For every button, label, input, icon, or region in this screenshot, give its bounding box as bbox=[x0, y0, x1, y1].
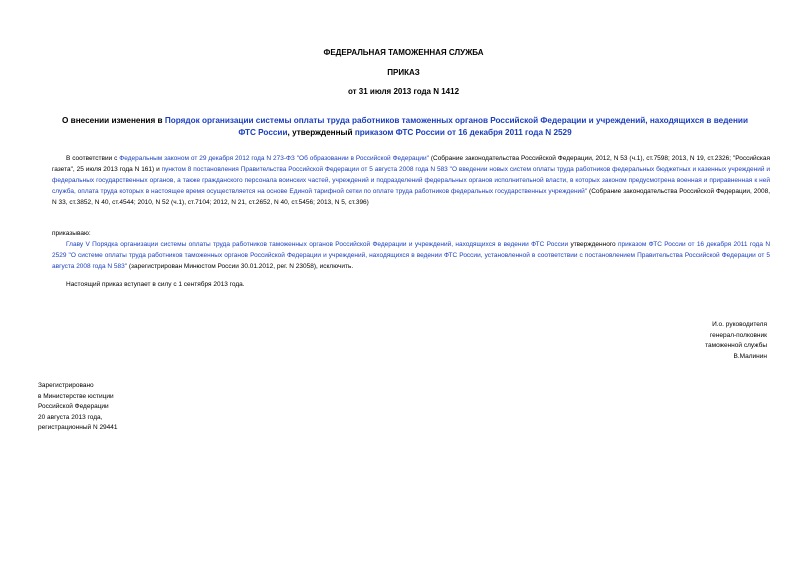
registration-line: регистрационный N 29441 bbox=[38, 424, 118, 431]
agency-name: ФЕДЕРАЛЬНАЯ ТАМОЖЕННАЯ СЛУЖБА bbox=[323, 48, 484, 57]
preamble-paragraph bbox=[52, 153, 770, 208]
title-link-order[interactable]: приказом ФТС России от 16 декабря 2011 года N 2529 bbox=[354, 128, 572, 137]
preamble-text-1: В соответствии с bbox=[66, 155, 120, 162]
clause-text-1: утвержденного bbox=[568, 241, 619, 248]
signature-block bbox=[607, 320, 767, 362]
effective-date-paragraph: Настоящий приказ вступает в силу с 1 сентября 2013 года. bbox=[66, 281, 245, 288]
clause-link-order[interactable]: приказом ФТС России от 16 декабря 2011 года N 2529 "О системе оплаты труда работников таможенных органов Российской Федерации и учреждений, находящихся в ведении ФТС России, установленной в соответствии с постановлением Правительства Российской Федерации от 5 августа 2008 года N 583" bbox=[52, 241, 771, 270]
order-word: приказываю: bbox=[52, 230, 91, 237]
signature-line: таможенной службы bbox=[705, 342, 767, 349]
signature-line: генерал-полковник bbox=[709, 331, 767, 339]
registration-line: 20 августа 2013 года, bbox=[38, 413, 103, 421]
title-link-procedure[interactable]: Порядок организации системы оплаты труда работников таможенных органов Российской Федерации и учреждений, находящихся в ведении ФТС России bbox=[164, 116, 748, 137]
registration-line: Российской Федерации bbox=[38, 403, 109, 410]
preamble-text-3: (Собрание законодательства Российской Федерации, 2008, N 33, ст.3852, N 40, ст.4544; 2010, N 52 (ч.1), ст.7104; 2012, N 21, ст.2652, N 40, ст.5456; 2013, N 5, ст.396) bbox=[52, 188, 770, 206]
preamble-link-federal-law[interactable]: Федеральным законом от 29 декабря 2012 года N 273-ФЗ "Об образовании в Российской Федерации" bbox=[119, 155, 429, 162]
title-prefix: О внесении изменения в bbox=[62, 116, 165, 125]
doc-type: ПРИКАЗ bbox=[387, 68, 420, 77]
clause-link-chapter[interactable]: Главу V Порядка организации системы оплаты труда работников таможенных органов Российской Федерации и учреждений, находящихся в ведении ФТС России bbox=[66, 241, 569, 248]
clause-text-2: (зарегистрирован Минюстом России 30.01.2012, рег. N 23058), исключить. bbox=[127, 263, 354, 270]
registration-line: Зарегистрировано bbox=[38, 382, 94, 389]
signature-line: И.о. руководителя bbox=[712, 321, 767, 328]
doc-title bbox=[60, 115, 750, 139]
doc-date-number: от 31 июля 2013 года N 1412 bbox=[347, 87, 460, 96]
clause-paragraph bbox=[52, 239, 770, 272]
preamble-text-2: (Собрание законодательства Российской Федерации, 2012, N 53 (ч.1), ст.7598; 2013, N 19, ст.2326; "Российская газета", 25 июля 2013 года N 161) и bbox=[52, 155, 771, 173]
title-middle: , утвержденный bbox=[287, 128, 355, 137]
signature-line: В.Малинин bbox=[733, 352, 767, 360]
preamble-link-government-decree[interactable]: пунктом 8 постановления Правительства Российской Федерации от 5 августа 2008 года N 583 "О введении новых систем оплаты труда работников федеральных бюджетных и казенных учреждений и федеральных государственных органов, а также гражданского персонала воинских частей, учреждений и подразделений федеральных органов исполнительной власти, в которых законом предусмотрена военная и приравненная к ней служба, оплата труда которых в настоящее время осуществляется на основе Единой тарифной сетки по оплате труда работников федеральных государственных учреждений" bbox=[52, 166, 770, 195]
registration-block bbox=[38, 381, 198, 434]
registration-line: в Министерстве юстиции bbox=[38, 392, 114, 400]
